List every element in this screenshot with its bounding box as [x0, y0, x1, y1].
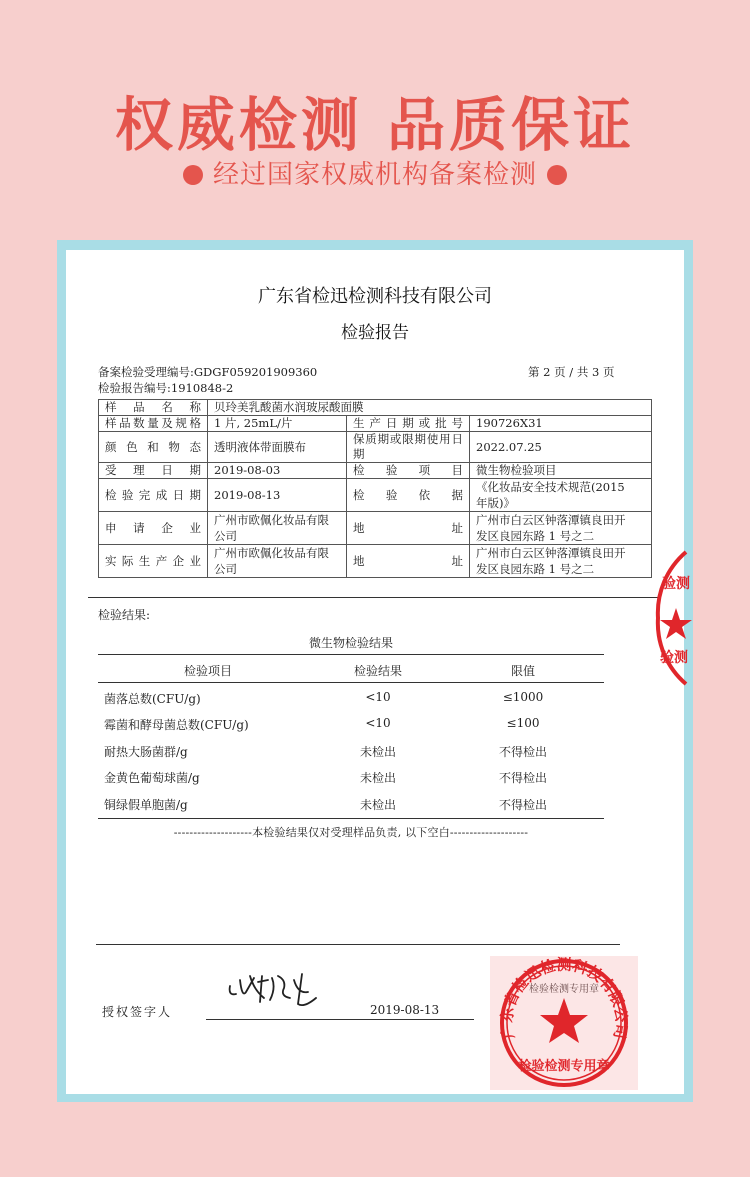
- signer-label: 授权签字人: [102, 1005, 173, 1019]
- result-row-result: 未检出: [359, 745, 396, 759]
- address-label: [347, 512, 470, 545]
- maker-address-label: [347, 545, 470, 578]
- color-value: 透明液体带面膜布: [208, 432, 347, 463]
- sample-name-value: 贝玲美乳酸菌水润玻尿酸面膜: [208, 400, 652, 416]
- side-seal-graphic: [656, 548, 690, 688]
- header-result: 检验结果: [353, 664, 402, 678]
- record-number-label: 备案检验受理编号:: [98, 365, 194, 379]
- accept-date-label: 受理日期: [99, 463, 208, 479]
- report-title: 检验报告: [341, 323, 409, 343]
- sample-name-label: 样品名称: [99, 400, 208, 416]
- hero-title: 权威检测 品质保证: [114, 91, 636, 159]
- report-number-label: 检验报告编号:: [98, 381, 171, 395]
- result-row-limit: ≤100: [506, 716, 540, 730]
- qty-label: 样品数量及规格: [99, 416, 208, 432]
- section-divider: [88, 597, 658, 598]
- side-seal: [656, 548, 690, 688]
- hero-subtitle: [0, 154, 750, 191]
- basis-line-1: 《化妆品安全技术规范(2015: [476, 480, 625, 494]
- address-value: [470, 512, 652, 545]
- results-header-rule: [98, 682, 604, 683]
- accept-date-value: 2019-08-03: [208, 463, 347, 479]
- signature-date: 2019-08-13: [370, 1003, 440, 1017]
- result-row-item: 菌落总数(CFU/g): [104, 692, 201, 706]
- applicant-value: [208, 512, 347, 545]
- page-info: 第 2 页 / 共 3 页: [528, 365, 615, 379]
- maker-address-line-1: 广州市白云区钟落潭镇良田开: [476, 546, 626, 560]
- maker-line-2: 公司: [214, 562, 237, 576]
- side-seal-top-text: 验测: [662, 576, 690, 592]
- results-label: 检验结果:: [98, 608, 151, 622]
- seal-inner-text: 检验检测专用章: [518, 1059, 610, 1074]
- done-date-value: 2019-08-13: [208, 479, 347, 512]
- result-row-limit: 不得检出: [498, 745, 547, 759]
- maker-address-label-2: 址: [451, 554, 463, 568]
- basis-value: [470, 479, 652, 512]
- basis-line-2: 年版)》: [476, 496, 515, 510]
- red-dot-icon: [547, 165, 567, 185]
- prod-date-value: 190726X31: [470, 416, 652, 432]
- done-date-label: 检验完成日期: [99, 479, 208, 512]
- sample-info-table: [98, 399, 652, 578]
- address-line-1: 广州市白云区钟落潭镇良田开: [476, 513, 626, 527]
- handwritten-signature: [224, 968, 334, 1014]
- test-item-label: 检验项目: [347, 463, 470, 479]
- address-line-2: 发区良园东路 1 号之二: [476, 529, 595, 543]
- header-item: 检验项目: [184, 664, 233, 678]
- expiry-value: 2022.07.25: [470, 432, 652, 463]
- result-row-item: 铜绿假单胞菌/g: [104, 798, 188, 812]
- company-name: 广东省检迅检测科技有限公司: [258, 286, 492, 307]
- result-row-item: 耐热大肠菌群/g: [104, 745, 188, 759]
- maker-line-1: 广州市欧佩化妆品有限: [214, 546, 329, 560]
- blank-note: --------------------本检验结果仅对受理样品负责, 以下空白--------------------: [173, 826, 529, 839]
- result-row-result: 未检出: [359, 771, 396, 785]
- result-row-limit: 不得检出: [498, 798, 547, 812]
- header-limit: 限值: [510, 664, 535, 678]
- applicant-line-1: 广州市欧佩化妆品有限: [214, 513, 329, 527]
- address-label-1: 地: [353, 521, 365, 535]
- maker-label: 实际生产企业: [99, 545, 208, 578]
- result-row-limit: 不得检出: [498, 771, 547, 785]
- maker-address-label-1: 地: [353, 554, 365, 568]
- result-row-limit: ≤1000: [502, 690, 544, 704]
- red-dot-icon: [183, 165, 203, 185]
- seal-ring-text: 广东省检迅检测科技有限公司: [497, 956, 631, 1041]
- hero-subtitle-text: 经过国家权威机构备案检测: [212, 160, 537, 190]
- prod-date-label: 生产日期或批号: [347, 416, 470, 432]
- qty-value: 1 片, 25mL/片: [208, 416, 347, 432]
- micro-table-title: 微生物检验结果: [308, 636, 393, 650]
- signature-line: [206, 1019, 474, 1020]
- applicant-line-2: 公司: [214, 529, 237, 543]
- seal-small-text: 检验检测专用章: [529, 984, 599, 995]
- report-number: [98, 380, 233, 396]
- result-row-item: 金黄色葡萄球菌/g: [104, 771, 200, 785]
- results-top-rule: [98, 654, 604, 655]
- result-row-result: <10: [365, 716, 391, 730]
- record-number-value: GDGF059201909360: [193, 365, 318, 379]
- maker-address-value: [470, 545, 652, 578]
- basis-label: 检验依据: [347, 479, 470, 512]
- report-number-value: 1910848-2: [170, 381, 234, 395]
- result-row-item: 霉菌和酵母菌总数(CFU/g): [104, 718, 249, 732]
- maker-value: [208, 545, 347, 578]
- address-label-2: 址: [451, 521, 463, 535]
- side-seal-bottom-text: 验测: [660, 650, 688, 666]
- color-label: 颜色和物态: [99, 432, 208, 463]
- signature-divider: [96, 944, 620, 945]
- record-number: [98, 364, 317, 380]
- test-item-value: 微生物检验项目: [470, 463, 652, 479]
- maker-address-line-2: 发区良园东路 1 号之二: [476, 562, 595, 576]
- applicant-label: 申请企业: [99, 512, 208, 545]
- result-row-result: <10: [365, 690, 391, 704]
- official-seal: [490, 956, 638, 1090]
- result-row-result: 未检出: [359, 798, 396, 812]
- results-bottom-rule: [98, 818, 604, 819]
- expiry-label: 保质期或限期使用日期: [347, 432, 470, 463]
